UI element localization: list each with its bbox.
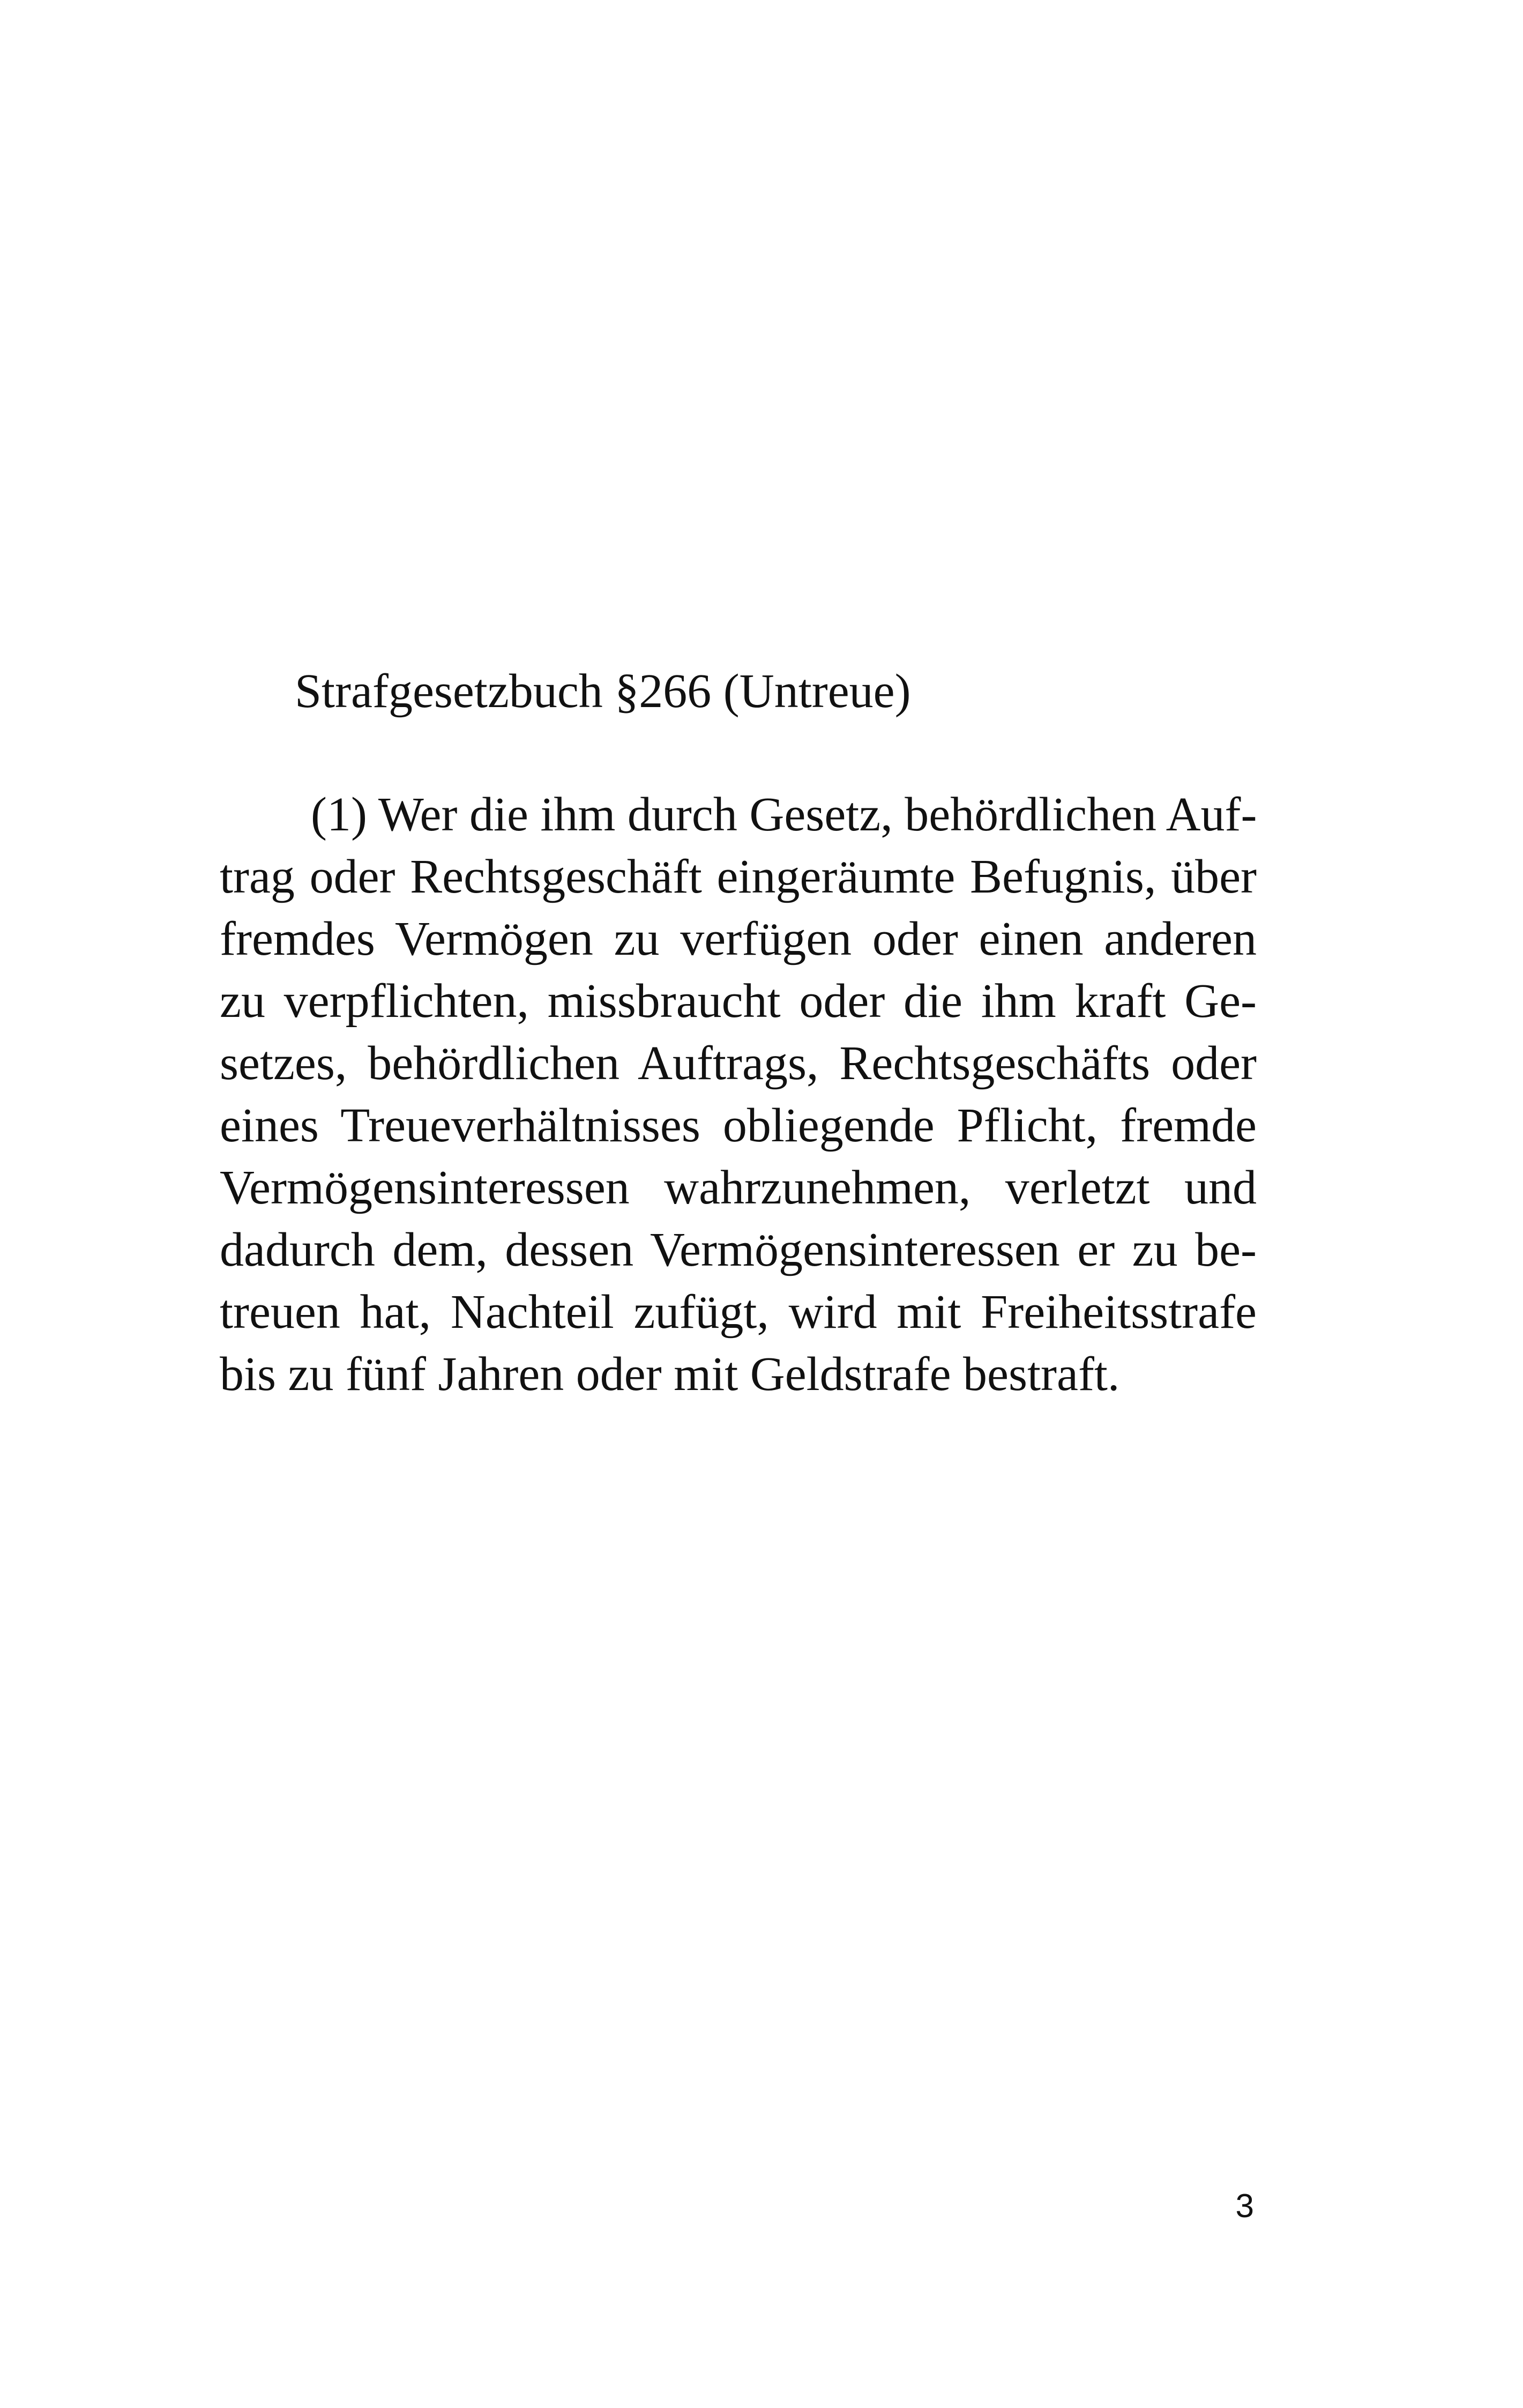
paragraph-line: bis zu fünf Jahren oder mit Geldstrafe bestraft. (220, 1348, 1120, 1401)
paragraph-line: Vermögensinteressen wahrzunehmen, verletzt und (220, 1161, 1257, 1214)
paragraph-line: fremdes Vermögen zu verfügen oder einen anderen (220, 912, 1257, 965)
section-heading: Strafgesetzbuch §266 (Untreue) (295, 665, 911, 718)
paragraph-line: setzes, behördlichen Auftrags, Rechtsgeschäfts oder (220, 1037, 1257, 1090)
paragraph-line: eines Treueverhältnisses obliegende Pflicht, fremde (220, 1099, 1257, 1152)
paragraph-line: (1) Wer die ihm durch Gesetz, behördlichen Auf- (311, 788, 1257, 841)
paragraph-line: dadurch dem, dessen Vermögensinteressen er zu be- (220, 1223, 1257, 1276)
paragraph-line: zu verpflichten, missbraucht oder die ihm kraft Ge- (220, 975, 1257, 1028)
paragraph-line: treuen hat, Nachteil zufügt, wird mit Freiheitsstrafe (220, 1285, 1257, 1339)
paragraph-body (220, 784, 1257, 1406)
page-number: 3 (1235, 2188, 1254, 2225)
paragraph-line: trag oder Rechtsgeschäft eingeräumte Befugnis, über (220, 850, 1257, 903)
